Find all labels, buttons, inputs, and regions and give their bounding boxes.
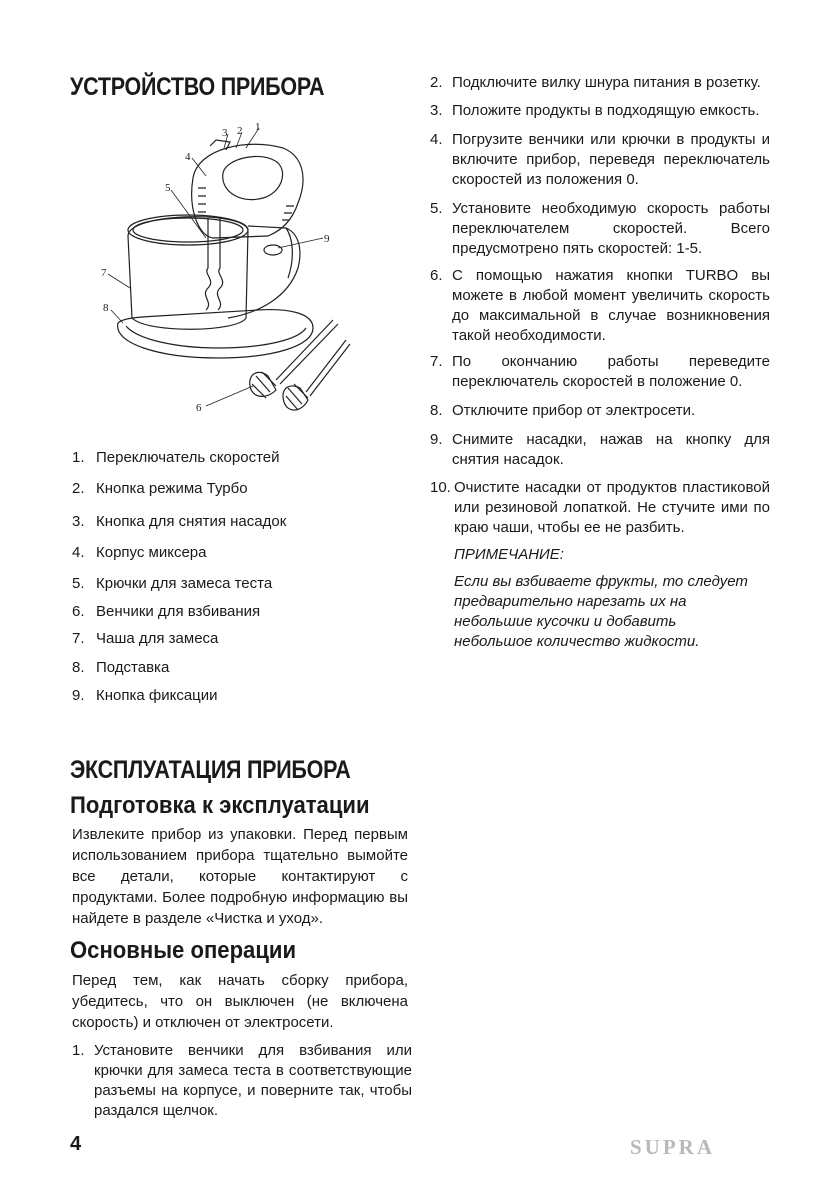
parts-list-item: 5. Крючки для замеса теста [72,575,273,592]
operation-section-title: ЭКСПЛУАТАЦИЯ ПРИБОРА [70,756,351,784]
steps-list-left [72,1041,412,1123]
diagram-column [228,226,300,318]
note-title: ПРИМЕЧАНИЕ: [454,546,564,563]
step-item: 1. Установите венчики для взбивания или крючки для замеса теста в соответствующие разъемы на корпусе, и поверните так, чтобы раздался щелчок. [72,1042,412,1119]
step-item: 5. Установите необходимую скорость работы переключателем скоростей. Всего предусмотрено пять скоростей: 1-5. [430,200,770,257]
step-item: 6. С помощью нажатия кнопки TURBO вы можете в любой момент увеличить скорость до максимальной в случае возникновения такой необходимости. [430,267,770,344]
callout-5: 5 [165,182,171,194]
step-item: 3. Положите продукты в подходящую емкость. [430,102,760,119]
basic-ops-intro: Перед тем, как начать сборку прибора, убедитесь, что он выключен (не включена скорость) и отключен от электросети. [72,972,408,1031]
page-number: 4 [70,1133,82,1155]
basic-ops-title: Основные операции [70,937,297,964]
steps-list-right [430,73,770,543]
parts-list-item: 3. Кнопка для снятия насадок [72,513,287,530]
callout-3: 3 [222,127,228,139]
parts-list [72,446,372,716]
diagram-bowl [128,217,248,330]
callout-1: 1 [255,121,261,133]
step-item: 8. Отключите прибор от электросети. [430,402,696,419]
parts-list-item: 1. Переключатель скоростей [72,449,280,466]
parts-list-item: 6. Венчики для взбивания [72,603,261,620]
diagram-base [118,310,313,358]
callout-9: 9 [324,233,330,245]
callout-8: 8 [103,302,109,314]
note-text: Если вы взбиваете фрукты, то следует предварительно нарезать их на небольшие кусочки и добавить небольшое количество жидкости. [454,573,748,650]
mixer-diagram [98,118,358,418]
callout-4: 4 [185,151,191,163]
step-item: 7. По окончанию работы переведите переключатель скоростей в положение 0. [430,353,770,390]
preparation-text: Извлеките прибор из упаковки. Перед первым использованием прибора тщательно вымойте все детали, которые контактируют с продуктами. Более подробную информацию вы найдете в разделе «Чистка и уход». [72,826,408,927]
device-section-title: УСТРОЙСТВО ПРИБОРА [70,73,325,101]
diagram-callouts [101,121,330,414]
step-item: 4. Погрузите венчики или крючки в продукты и включите прибор, переведя переключатель скоростей из положения 0. [430,131,770,188]
callout-7: 7 [101,267,107,279]
preparation-title: Подготовка к эксплуатации [70,792,370,819]
parts-list-item: 7. Чаша для замеса [72,630,219,647]
parts-list-item: 9. Кнопка фиксации [72,687,218,704]
parts-list-item: 8. Подставка [72,659,170,676]
parts-list-item: 2. Кнопка режима Турбо [72,480,248,497]
callout-6: 6 [196,402,202,414]
step-item: 2. Подключите вилку шнура питания в розетку. [430,74,761,91]
step-item: 10. Очистите насадки от продуктов пластиковой или резиновой лопаткой. Не стучите ими по краю чаши, чтобы ее не разбить. [430,479,770,536]
parts-list-item: 4. Корпус миксера [72,544,207,561]
brand-logo: SUPRA [630,1135,716,1159]
step-item: 9. Снимите насадки, нажав на кнопку для снятия насадок. [430,431,770,468]
callout-2: 2 [237,125,243,137]
